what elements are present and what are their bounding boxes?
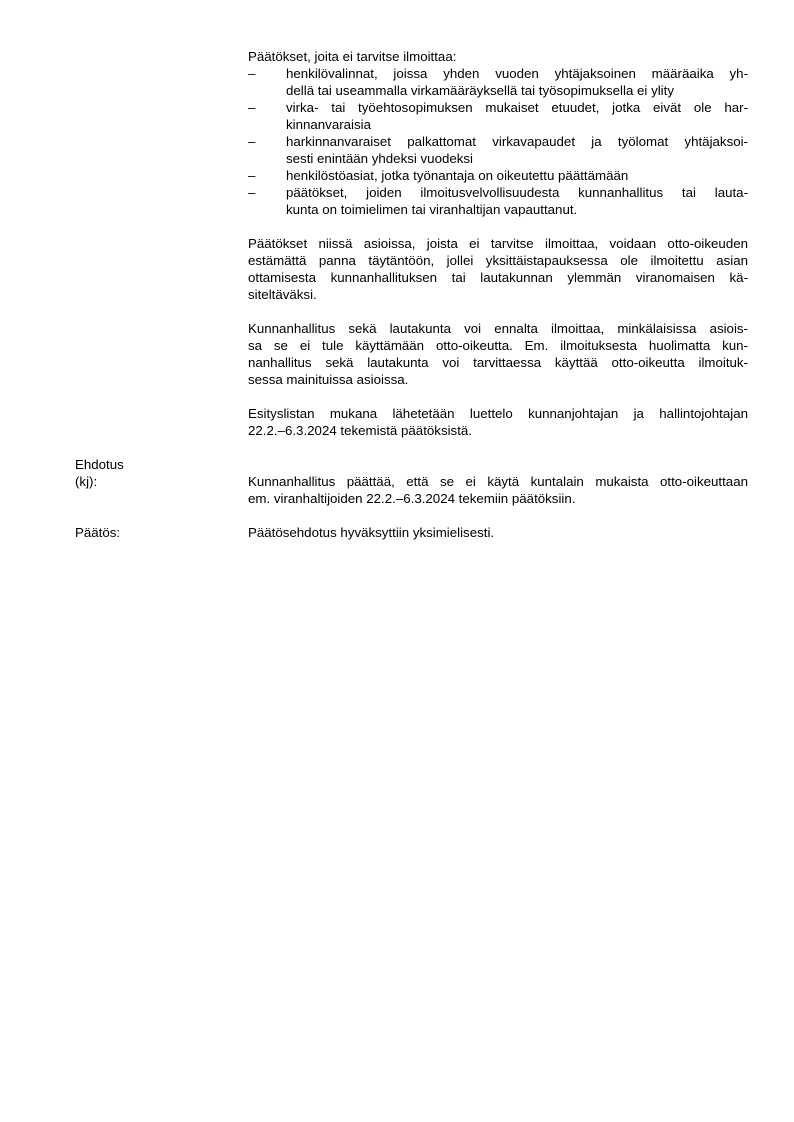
list-item-text [286, 133, 748, 167]
text-line: Päätökset niissä asioissa, joista ei tarvitse ilmoittaa, voidaan otto-oikeuden [248, 236, 748, 251]
label-line: Päätös: [75, 525, 121, 540]
section-content [248, 405, 748, 439]
list-item [248, 133, 748, 167]
label-line: Ehdotus [75, 457, 124, 472]
section-esityslista-paragraph [75, 405, 748, 439]
dash-bullet: – [248, 185, 256, 200]
list-item [248, 167, 748, 184]
section-content [248, 65, 748, 218]
text-line: Esityslistan mukana lähetetään luettelo kunnanjohtajan ja hallintojohtajan [248, 406, 748, 421]
section-label [75, 524, 248, 541]
dash-bullet: – [248, 100, 256, 115]
section-paatos [75, 524, 748, 541]
text-line: siteltäväksi. [248, 287, 317, 302]
text-line: ottamisesta kunnanhallituksen tai lautakunnan ylemmän viranomaisen kä- [248, 270, 748, 285]
dash-bullet: – [248, 168, 256, 183]
section-exempt-decisions-list [75, 65, 748, 218]
section-label [75, 456, 248, 490]
text-line: Päätökset, joita ei tarvitse ilmoittaa: [248, 49, 457, 64]
text-line: kinnanvaraisia [286, 117, 372, 132]
section-ehdotus [75, 456, 748, 507]
text-line: henkilövalinnat, joissa yhden vuoden yhtäjaksoinen määräaika yh- [286, 66, 748, 81]
list-item-text [286, 65, 748, 99]
text-line: Kunnanhallitus päättää, että se ei käytä kuntalain mukaista otto-oikeuttaan [248, 474, 748, 489]
section-content [248, 456, 748, 507]
document-body [75, 48, 748, 541]
section-content [248, 235, 748, 303]
text-line: virka- tai työehtosopimuksen mukaiset etuudet, jotka eivät ole har- [286, 100, 748, 115]
text-line: dellä tai useammalla virkamääräyksellä tai työsopimuksella ei ylity [286, 83, 674, 98]
section-content [248, 48, 748, 65]
dash-bullet: – [248, 66, 256, 81]
text-line: Päätösehdotus hyväksyttiin yksimielisesti. [248, 525, 495, 540]
label-line: (kj): [75, 474, 98, 489]
list-item [248, 184, 748, 218]
text-line: Kunnanhallitus sekä lautakunta voi ennalta ilmoittaa, minkälaisissa asiois- [248, 321, 748, 336]
text-line: 22.2.–6.3.2024 tekemistä päätöksistä. [248, 423, 472, 438]
section-content [248, 320, 748, 388]
section-content [248, 524, 748, 541]
text-line: kunta on toimielimen tai viranhaltijan vapauttanut. [286, 202, 578, 217]
dash-bullet: – [248, 134, 256, 149]
section-ennalta-ilmoitus-paragraph [75, 320, 748, 388]
list-item [248, 99, 748, 133]
section-otto-oikeus-paragraph [75, 235, 748, 303]
text-line: henkilöstöasiat, jotka työnantaja on oikeutettu päättämään [286, 168, 629, 183]
text-line: nanhallitus sekä lautakunta voi tarvittaessa käyttää otto-oikeutta ilmoituk- [248, 355, 748, 370]
list-item-text [286, 99, 748, 133]
text-line: em. viranhaltijoiden 22.2.–6.3.2024 tekemiin päätöksiin. [248, 491, 576, 506]
text-line: päätökset, joiden ilmoitusvelvollisuudesta kunnanhallitus tai lauta- [286, 185, 748, 200]
list-item [248, 65, 748, 99]
section-intro [75, 48, 748, 65]
text-line: harkinnanvaraiset palkattomat virkavapaudet ja työlomat yhtäjaksoi- [286, 134, 748, 149]
text-line: sesti enintään yhdeksi vuodeksi [286, 151, 474, 166]
text-line: estämättä panna täytäntöön, jollei yksittäistapauksessa ole ilmoitettu asian [248, 253, 748, 268]
text-line: sa se ei tule käyttämään otto-oikeutta. Em. ilmoituksesta huolimatta kun- [248, 338, 748, 353]
list-item-text [286, 184, 748, 218]
text-line: sessa mainituissa asioissa. [248, 372, 409, 387]
list-item-text [286, 167, 748, 184]
